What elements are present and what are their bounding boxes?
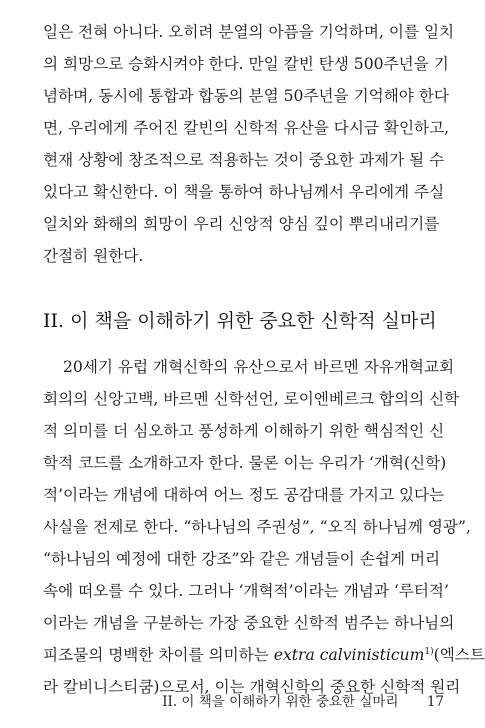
text-line: 간절히 원한다. — [43, 247, 144, 265]
text-segment: (엑스트 — [433, 646, 485, 664]
page-footer — [162, 690, 444, 714]
text-line-with-footnote — [43, 639, 485, 671]
text-line: “하나님의 예정에 대한 강조”와 같은 개념들이 손쉽게 머리 — [43, 550, 441, 568]
text-line: 회의의 신앙고백, 바르멘 신학선언, 로이엔베르크 합의의 신학 — [43, 390, 460, 408]
running-title: II. 이 책을 이해하기 위한 중요한 실마리 — [162, 694, 399, 710]
text-line: 학적 코드를 소개하고자 한다. 물론 이는 우리가 ‘개혁(신학) — [43, 454, 447, 472]
text-line: 사실을 전제로 한다. “하나님의 주권성”, “오직 하나님께 영광”, — [43, 518, 471, 536]
text-line: 라 칼비니스티쿰)으로서, 이는 개혁신학의 중요한 신학적 원리 — [43, 678, 461, 696]
text-line: 있다고 확신한다. 이 책을 통하여 하나님께서 우리에게 주실 — [43, 183, 445, 201]
text-line: 현재 상황에 창조적으로 적용하는 것이 중요한 과제가 될 수 — [43, 151, 445, 169]
section-heading: II. 이 책을 이해하기 위한 중요한 신학적 실마리 — [43, 310, 437, 332]
text-line: 적’이라는 개념에 대하여 어느 정도 공감대를 가지고 있다는 — [43, 486, 445, 504]
text-segment: 피조물의 명백한 차이를 의미하는 — [43, 646, 274, 664]
text-line: 속에 떠오를 수 있다. 그러나 ‘개혁적’이라는 개념과 ‘루터적’ — [43, 582, 449, 600]
text-line: 적 의미를 더 심오하고 풍성하게 이해하기 위한 핵심적인 신 — [43, 422, 445, 440]
text-line: 20세기 유럽 개혁신학의 유산으로서 바르멘 자유개혁교회 — [63, 358, 455, 376]
text-line: 일은 전혀 아니다. 오히려 분열의 아픔을 기억하며, 이를 일치 — [43, 23, 455, 41]
text-line: 이라는 개념을 구분하는 가장 중요한 신학적 범주는 하나님의 — [43, 614, 455, 632]
text-line: 일치와 화해의 희망이 우리 신앙적 양심 깊이 뿌리내리기를 — [43, 215, 440, 233]
continued-paragraph — [43, 16, 455, 272]
text-line: 의 희망으로 승화시켜야 한다. 만일 칼빈 탄생 500주년을 기 — [43, 55, 449, 73]
page-number: 17 — [426, 694, 444, 710]
text-line: 면, 우리에게 주어진 칼빈의 신학적 유산을 다시금 확인하고, — [43, 119, 450, 137]
footnote-marker[interactable]: 1) — [424, 646, 434, 657]
text-line: 념하며, 동시에 통합과 합동의 분열 50주년을 기억해야 한다 — [43, 87, 449, 105]
latin-term: extra calvinisticum — [273, 646, 425, 664]
